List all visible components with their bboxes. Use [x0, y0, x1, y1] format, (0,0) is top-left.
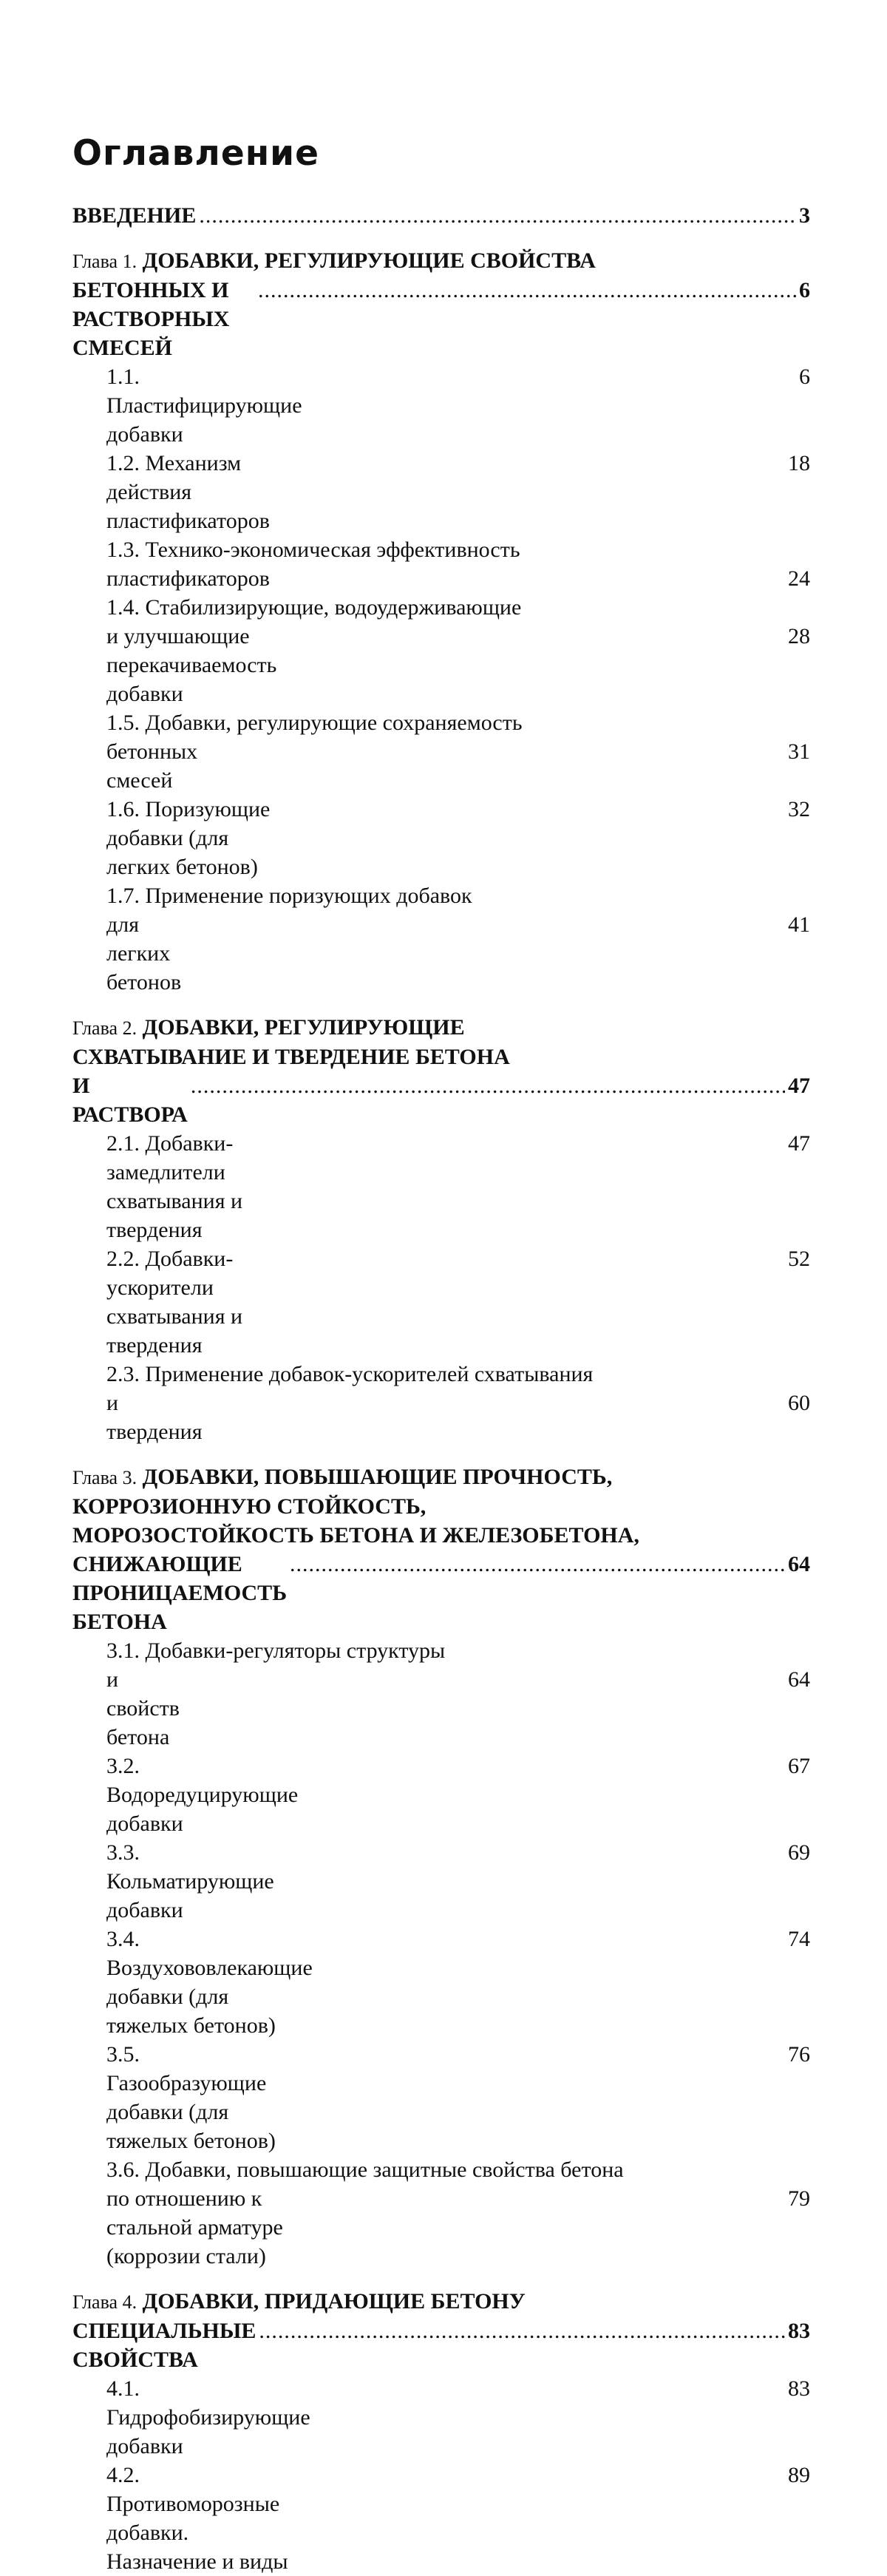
section-page: 18 [788, 451, 810, 475]
chapter-title-line: КОРРОЗИОННУЮ СТОЙКОСТЬ, [72, 1494, 426, 1519]
section-title: Добавки-регуляторы структуры [145, 1638, 446, 1663]
chapter-title-line: МОРОЗОСТОЙКОСТЬ БЕТОНА И ЖЕЛЕЗОБЕТОНА, [72, 1523, 639, 1548]
section-title-continued: и свойств бетона [106, 1667, 180, 1749]
chapter-page: 6 [799, 278, 810, 302]
chapter-title-line: ДОБАВКИ, ПРИДАЮЩИЕ БЕТОНУ [142, 2289, 526, 2314]
section-title: Добавки, регулирующие сохраняемость [145, 711, 523, 735]
chapter-title-line: ДОБАВКИ, РЕГУЛИРУЮЩИЕ [142, 1015, 465, 1040]
section-number: 1.4. [106, 595, 140, 620]
section-page: 76 [788, 2042, 810, 2067]
section-title: Газообразующие добавки (для тяжелых бетонов) [106, 2071, 276, 2153]
chapter-label: Глава 1. [72, 251, 137, 272]
section-title: Добавки, повышающие защитные свойства бетона [145, 2158, 624, 2182]
section-page: 52 [788, 1247, 810, 1271]
dot-leader [259, 2316, 785, 2345]
dot-leader [199, 201, 796, 230]
section-title-continued: и улучшающие перекачиваемость добавки [106, 624, 277, 706]
toc-chapter-3[interactable] [72, 1462, 810, 1636]
chapter-label: Глава 2. [72, 1017, 137, 1039]
section-page: 60 [788, 1391, 810, 1415]
toc-section-1-2[interactable] [72, 449, 810, 535]
toc-section-4-2[interactable] [72, 2461, 810, 2576]
section-number: 2.1. [106, 1131, 140, 1156]
section-title: Водоредуцирующие добавки [106, 1783, 299, 1836]
toc-chapter-2[interactable] [72, 1013, 810, 1129]
chapter-title-line: СПЕЦИАЛЬНЫЕ СВОЙСТВА [72, 2319, 256, 2372]
section-number: 1.5. [106, 711, 140, 735]
section-page: 6 [799, 365, 810, 389]
chapter-title-line: СХВАТЫВАНИЕ И ТВЕРДЕНИЕ БЕТОНА [72, 1045, 510, 1069]
chapter-page: 64 [788, 1552, 810, 1576]
section-title: Добавки-ускорители схватывания и твердения [106, 1247, 243, 1358]
section-title: Поризующие добавки (для легких бетонов) [106, 797, 271, 879]
section-page: 28 [788, 624, 810, 648]
dot-leader [191, 1071, 785, 1100]
toc-section-3-6[interactable] [72, 2155, 810, 2271]
section-number: 1.1. [106, 365, 140, 389]
toc-section-1-3[interactable] [72, 535, 810, 593]
section-page: 64 [788, 1667, 810, 1692]
toc-introduction[interactable] [72, 201, 810, 230]
dot-leader [290, 1550, 785, 1579]
chapter-title-line: ДОБАВКИ, РЕГУЛИРУЮЩИЕ СВОЙСТВА [142, 248, 596, 273]
toc-section-1-1[interactable] [72, 362, 810, 449]
section-title-continued: по отношению к стальной арматуре (коррозии стали) [106, 2186, 283, 2268]
section-title: Пластифицирующие добавки [106, 393, 302, 447]
section-title: Применение поризующих добавок [145, 884, 472, 908]
section-title: Применение добавок-ускорителей схватывания [145, 1362, 594, 1386]
section-title-continued: и твердения [106, 1391, 203, 1444]
chapter-label: Глава 3. [72, 1467, 137, 1488]
section-title-continued: бетонных смесей [106, 739, 198, 793]
section-title: Механизм действия пластификаторов [106, 451, 270, 533]
section-number: 1.3. [106, 538, 140, 562]
section-title: Кольматирующие добавки [106, 1869, 274, 1922]
page-title: Оглавление [72, 133, 319, 174]
introduction-page: 3 [799, 203, 810, 228]
section-number: 2.2. [106, 1247, 140, 1271]
table-of-contents [72, 201, 810, 2576]
toc-chapter-4[interactable] [72, 2287, 810, 2374]
section-page: 67 [788, 1754, 810, 1778]
section-number: 2.3. [106, 1362, 140, 1386]
section-page: 31 [788, 739, 810, 764]
section-title: Добавки-замедлители схватывания и твердения [106, 1131, 243, 1242]
chapter-label: Глава 4. [72, 2291, 137, 2313]
section-number: 1.7. [106, 884, 140, 908]
toc-section-1-5[interactable] [72, 708, 810, 795]
toc-section-2-3[interactable] [72, 1360, 810, 1446]
section-number: 4.2. [106, 2463, 140, 2487]
section-page: 69 [788, 1840, 810, 1865]
section-title: Стабилизирующие, водоудерживающие [145, 595, 522, 620]
chapter-title-line: ДОБАВКИ, ПОВЫШАЮЩИЕ ПРОЧНОСТЬ, [142, 1465, 613, 1489]
section-page: 83 [788, 2376, 810, 2401]
chapter-title-line: СНИЖАЮЩИЕ ПРОНИЦАЕМОСТЬ БЕТОНА [72, 1552, 288, 1634]
section-page: 24 [788, 566, 810, 591]
section-page: 32 [788, 797, 810, 821]
toc-section-3-3[interactable] [72, 1838, 810, 1925]
section-page: 74 [788, 1927, 810, 1951]
section-number: 4.1. [106, 2376, 140, 2401]
section-number: 3.3. [106, 1840, 140, 1865]
section-number: 1.6. [106, 797, 140, 821]
section-title: Воздухововлекающие добавки (для тяжелых бетонов) [106, 1956, 313, 2038]
toc-section-1-7[interactable] [72, 881, 810, 997]
section-number: 3.4. [106, 1927, 140, 1951]
toc-section-4-1[interactable] [72, 2374, 810, 2461]
chapter-page: 83 [788, 2319, 810, 2343]
section-page: 41 [788, 912, 810, 937]
section-title: Противоморозные добавки. Назначение и виды [106, 2492, 288, 2574]
chapter-title-line: И РАСТВОРА [72, 1074, 188, 1127]
section-page: 47 [788, 1131, 810, 1156]
section-title-continued: для легких бетонов [106, 912, 182, 994]
chapter-title-line: БЕТОННЫХ И РАСТВОРНЫХ СМЕСЕЙ [72, 278, 230, 360]
section-number: 3.1. [106, 1638, 140, 1663]
section-number: 3.2. [106, 1754, 140, 1778]
toc-section-3-4[interactable] [72, 1925, 810, 2040]
dot-leader [258, 276, 796, 305]
section-page: 89 [788, 2463, 810, 2487]
toc-section-1-6[interactable] [72, 795, 810, 881]
section-page: 79 [788, 2186, 810, 2211]
chapter-page: 47 [788, 1074, 810, 1098]
toc-section-2-1[interactable] [72, 1129, 810, 1244]
toc-section-1-4[interactable] [72, 593, 810, 708]
toc-chapter-1[interactable] [72, 246, 810, 362]
introduction-title: ВВЕДЕНИЕ [72, 203, 197, 228]
section-title: Гидрофобизирующие добавки [106, 2405, 310, 2458]
toc-section-3-5[interactable] [72, 2040, 810, 2155]
section-title-continued: пластификаторов [106, 566, 270, 591]
section-number: 3.6. [106, 2158, 140, 2182]
section-number: 1.2. [106, 451, 140, 475]
toc-section-3-1[interactable] [72, 1636, 810, 1752]
toc-section-2-2[interactable] [72, 1244, 810, 1360]
section-number: 3.5. [106, 2042, 140, 2067]
toc-section-3-2[interactable] [72, 1752, 810, 1838]
section-title: Технико-экономическая эффективность [145, 538, 520, 562]
